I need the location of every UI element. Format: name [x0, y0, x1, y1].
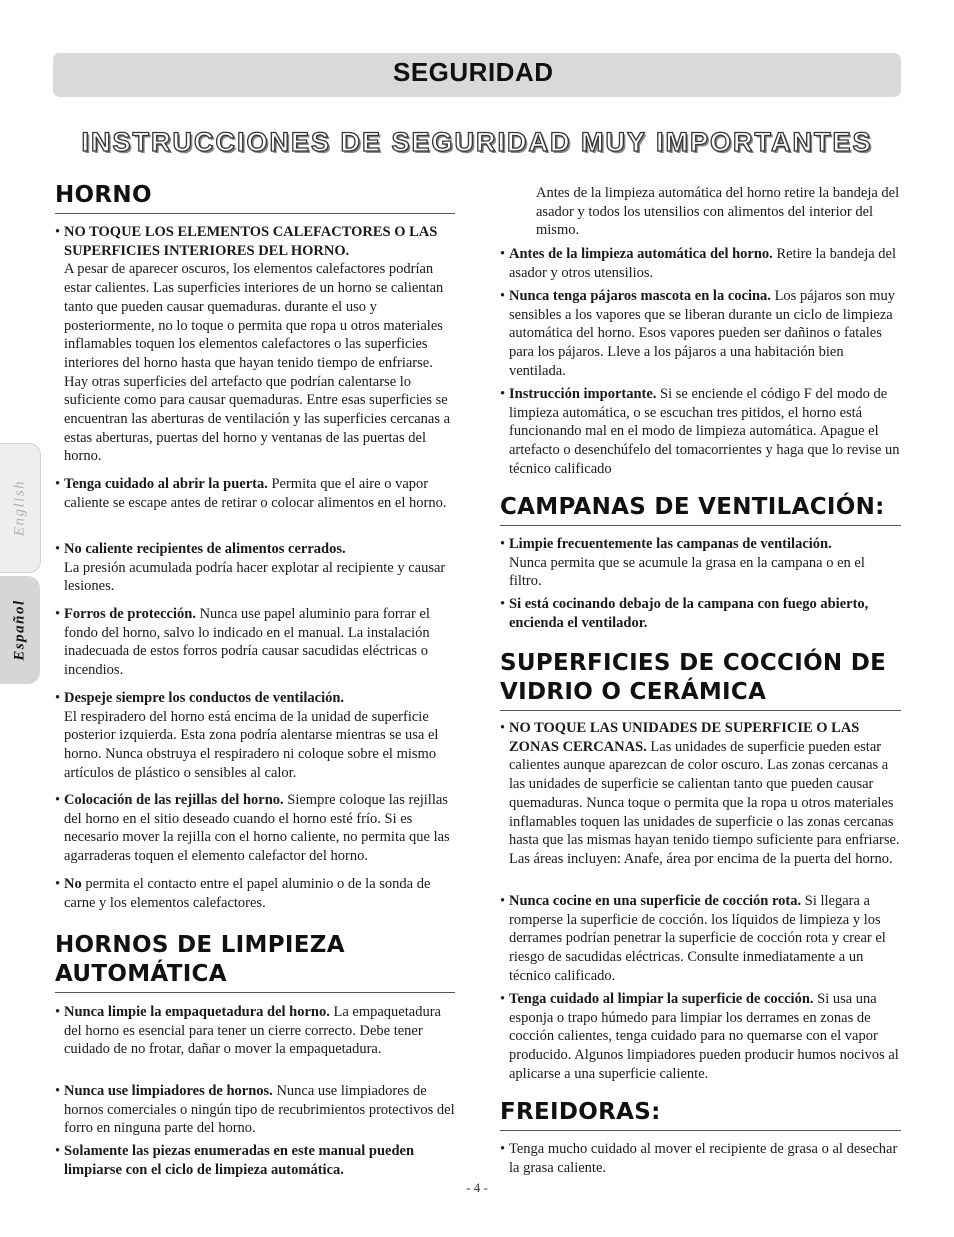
list-item	[55, 689, 455, 783]
item-text: Si usa una esponja o trapo húmedo para limpiar los derrames en zonas de cocción calientes, tenga cuidado para no quemarse con el vapor producido. Algunos limpiadores pueden producir humos nocivos al aplicarse a una superficie caliente.	[509, 991, 899, 1082]
item-text: Tenga mucho cuidado al mover el recipiente de grasa o al desechar la grasa caliente.	[509, 1141, 898, 1176]
list-item	[500, 719, 901, 869]
item-text: A pesar de aparecer oscuros, los elementos calefactores podrían estar calientes. Las superficies interiores de un horno se calientan tanto que pueden causar quemaduras. durante el uso y posteriormente, no lo toque o permita que ropa u otros materiales inflamables toquen los elementos calefactores o las superficies interiores del horno hasta que hayan tenido tiempo de enfriarse. Hay otras superficies del artefacto que podrían calentarse lo suficiente como para causar quemaduras. Entre esas superficies se encuentran las aberturas de ventilación y las superficies cercanas a estas aberturas, puertas del horno y ventanas de las puertas del horno.	[64, 261, 451, 465]
list-item	[55, 1003, 455, 1059]
limpieza-intro: Antes de la limpieza automática del horno retire la bandeja del asador y todos los utensilios con alimentos del interior del mismo.	[536, 185, 900, 239]
item-text: Nunca use papel aluminio para forrar el fondo del horno, salvo lo indicado en el manual. La instalación inadecuada de estos forros podría causar sacudidas eléctricas o incendios.	[64, 606, 430, 679]
item-bold: Despeje siempre los conductos de ventilación.	[64, 690, 345, 706]
list-item	[55, 1082, 455, 1138]
item-bold: Si está cocinando debajo de la campana con fuego abierto, encienda el ventilador.	[509, 596, 869, 631]
list-item	[500, 245, 901, 282]
heading-horno: HORNO	[55, 181, 455, 214]
tab-english-label: English	[11, 479, 28, 537]
heading-freidoras: FREIDORAS:	[500, 1098, 901, 1131]
item-text: Siempre coloque las rejillas del horno en el sitio deseado cuando el horno esté frío. Si es necesario mover la rejilla con el horno caliente, no permita que las agarraderas toquen el elemento calefactor del horno.	[64, 792, 450, 865]
list-item	[55, 791, 455, 866]
item-bold: Nunca cocine en una superficie de cocción rota.	[509, 893, 802, 909]
item-text: Si llegara a romperse la superficie de cocción. los líquidos de limpieza y los derrames podrían penetrar la superficie de cocción rota y crear el riesgo de sacudidas eléctricas. Consulte inmediatamente a un técnico calificado.	[509, 893, 886, 984]
item-text: Permita que el aire o vapor caliente se escape antes de retirar o colocar alimentos en el horno.	[64, 476, 447, 511]
item-text: Si se enciende el código F del modo de limpieza automática, o se escuchan tres pitidos, el horno está funcionando mal en el modo de limpieza automática. Apague el artefacto o desenchúfelo del tomacorrientes y haga que lo revise un técnico calificado	[509, 386, 900, 477]
heading-campanas: CAMPANAS DE VENTILACIÓN:	[500, 493, 901, 526]
item-text: La presión acumulada podría hacer explotar al recipiente y causar lesiones.	[64, 559, 446, 595]
item-bold: Instrucción importante.	[509, 386, 657, 402]
list-item	[55, 875, 455, 912]
item-text: La empaquetadura del horno es esencial para tener un cierre correcto. Debe tener cuidado de no frotar, dañar o mover la empaquetadura.	[64, 1004, 441, 1058]
item-bold: NO TOQUE LOS ELEMENTOS CALEFACTORES O LAS SUPERFICIES INTERIORES DEL HORNO.	[64, 224, 438, 259]
item-bold: Tenga cuidado al abrir la puerta.	[64, 476, 268, 492]
item-text: permita el contacto entre el papel aluminio o de la sonda de carne y los elementos calefactores.	[64, 876, 431, 911]
item-bold: Tenga cuidado al limpiar la superficie de cocción.	[509, 991, 814, 1007]
heading-limpieza: HORNOS DE LIMPIEZA AUTOMÁTICA	[55, 931, 455, 993]
list-item	[500, 595, 901, 632]
item-bold: Nunca use limpiadores de hornos.	[64, 1083, 273, 1099]
list-item	[55, 540, 455, 596]
item-bold: Forros de protección.	[64, 606, 196, 622]
list-item	[55, 605, 455, 680]
item-bold: Nunca limpie la empaquetadura del horno.	[64, 1004, 330, 1020]
item-text: Los pájaros son muy sensibles a los vapores que se liberan durante un ciclo de limpieza automática del horno. Esos vapores pueden ser dañinos o fatales para los pájaros. Lleve a los pájaros a una habitación bien ventilada.	[509, 288, 895, 379]
item-bold: Antes de la limpieza automática del horno.	[509, 246, 773, 262]
item-bold: No	[64, 876, 82, 892]
list-item	[55, 1142, 455, 1179]
section-header	[53, 53, 901, 97]
safety-banner: INSTRUCCIONES DE SEGURIDAD MUY IMPORTANTES	[81, 127, 873, 157]
tab-espanol-label: Español	[11, 599, 28, 661]
item-text: Nunca use limpiadores de hornos comerciales o ningún tipo de recubrimientos protectivos del forro en ninguna parte del horno.	[64, 1083, 455, 1137]
list-item	[55, 223, 455, 466]
item-bold: Limpie frecuentemente las campanas de ventilación.	[509, 536, 832, 552]
tab-espanol[interactable]	[0, 576, 40, 684]
item-text: Nunca permita que se acumule la grasa en la campana o en el filtro.	[509, 554, 865, 590]
section-title: SEGURIDAD	[393, 57, 554, 87]
list-item	[500, 1140, 901, 1177]
item-bold: No caliente recipientes de alimentos cerrados.	[64, 541, 346, 557]
list-item	[500, 892, 901, 986]
list-item	[500, 385, 901, 479]
item-text: Retire la bandeja del asador y otros utensilios.	[509, 246, 897, 281]
list-item	[500, 287, 901, 381]
heading-superficies: SUPERFICIES DE COCCIÓN DE VIDRIO O CERÁMICA	[500, 649, 901, 711]
item-text: Las unidades de superficie pueden estar calientes aunque aparezcan de color oscuro. Las zonas cercanas a las unidades de superficie se calientan tanto que pueden causar quemaduras. Nunca toque o permita que la ropa u otros materiales inflamables toquen las unidades de superficie o las zonas cercanas hasta que las mismas hayan tenido tiempo suficiente para enfriarse. Las áreas incluyen: Anafe, área por encima de la puerta del horno.	[509, 738, 900, 867]
list-item	[55, 475, 455, 512]
item-bold: NO TOQUE LAS UNIDADES DE SUPERFICIE O LAS ZONAS CERCANAS.	[509, 720, 860, 755]
list-item	[500, 535, 901, 591]
page-number: - 4 -	[466, 1180, 488, 1195]
item-bold: Nunca tenga pájaros mascota en la cocina.	[509, 288, 771, 304]
item-text: El respiradero del horno está encima de la unidad de superficie posterior izquierda. Esta zona podría alentarse mientras se usa el horno. Nunca obstruya el respiradero ni coloque sobre el mismo artículos de plástico o sensibles al calor.	[64, 708, 439, 781]
list-item	[500, 990, 901, 1084]
item-bold: Solamente las piezas enumeradas en este manual pueden limpiarse con el ciclo de limpieza automática.	[64, 1143, 415, 1178]
item-bold: Colocación de las rejillas del horno.	[64, 792, 284, 808]
tab-english[interactable]	[0, 443, 41, 573]
